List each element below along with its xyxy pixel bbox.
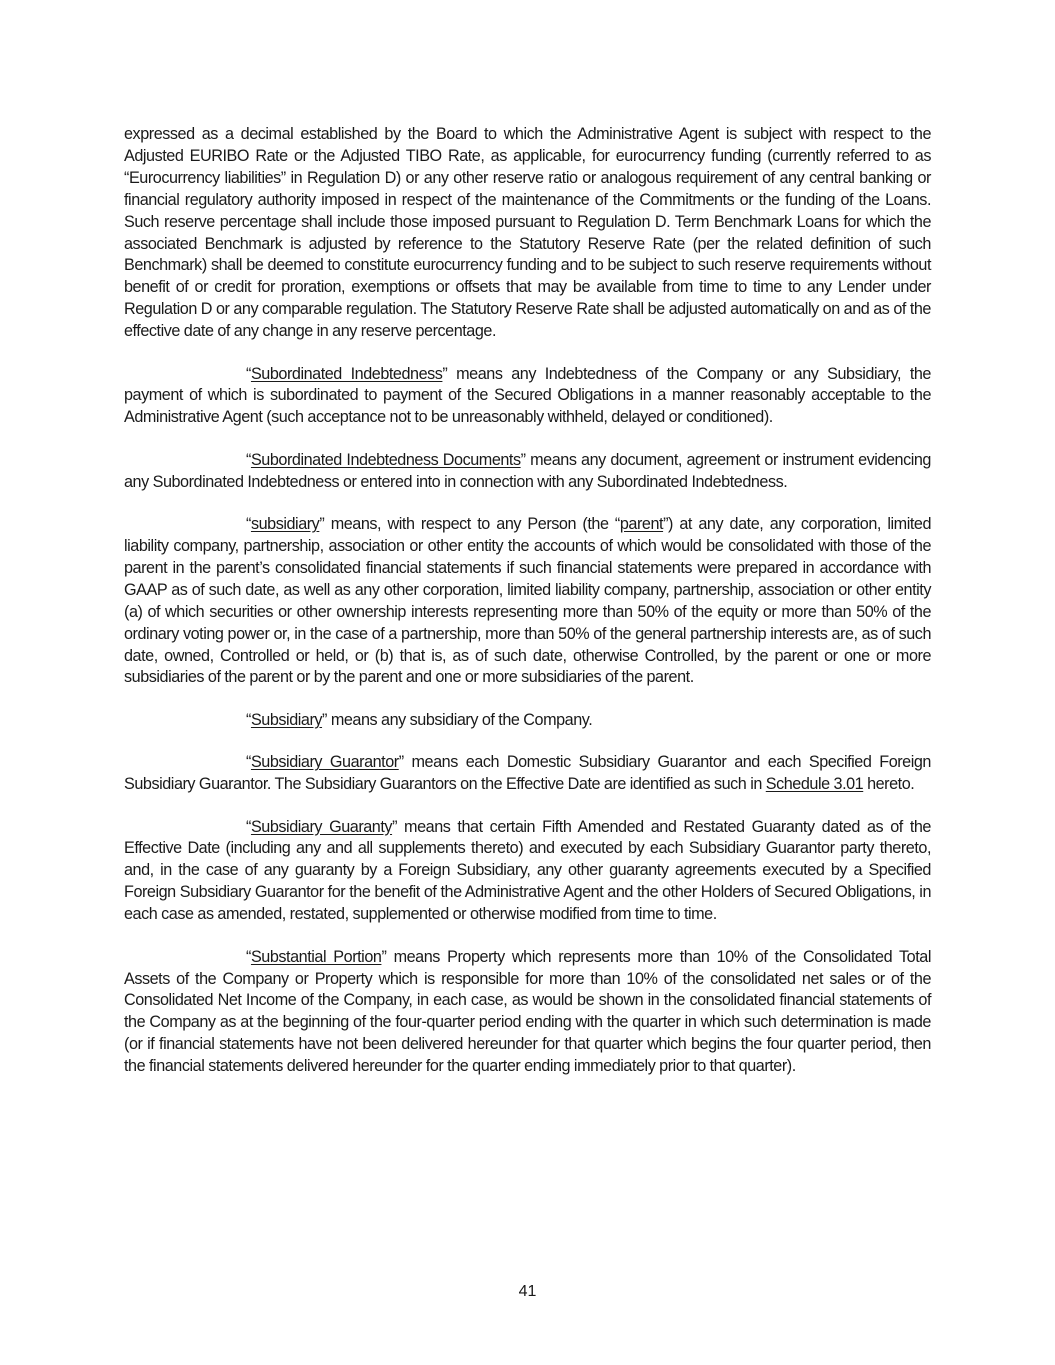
close-quote: ”	[520, 450, 526, 469]
open-quote: “	[246, 364, 251, 383]
page-number: 41	[518, 1283, 537, 1300]
defined-term: subsidiary	[250, 515, 320, 534]
close-quote: ”	[381, 947, 387, 966]
definition-body: means any subsidiary of the Company.	[327, 710, 593, 729]
definition-substantial-portion	[124, 947, 931, 1078]
document-page	[124, 124, 931, 1099]
close-quote: ”	[392, 817, 398, 836]
open-quote: “	[246, 947, 251, 966]
definition-body-continued: hereto.	[863, 775, 915, 794]
definition-body: means any document, agreement or instrument evidencing any Subordinated Indebtedness or entered into in connection with any Subordinated Indebtedness.	[124, 450, 931, 491]
paragraph-statutory-reserve-rate-continuation: expressed as a decimal established by the Board to which the Administrative Agent is subject with respect to the Adjusted EURIBO Rate or the Adjusted TIBO Rate, as applicable, for eurocurrency funding (currently referred to as “Eurocurrency liabilities” in Regulation D) or any other reserve ratio or analogous requirement of any central banking or financial regulatory authority imposed in respect of the maintenance of the Commitments or the funding of the Loans. Such reserve percentage shall include those imposed pursuant to Regulation D. Term Benchmark Loans for which the associated Benchmark is adjusted by reference to the Statutory Reserve Rate (per the related definition of such Benchmark) shall be deemed to constitute eurocurrency funding and to be subject to such reserve requirements without benefit of or credit for proration, exemptions or offsets that may be available from time to time to any Lender under Regulation D or any comparable regulation. The Statutory Reserve Rate shall be adjusted automatically on and as of the effective date of any change in any reserve percentage.	[124, 125, 931, 341]
definition-subsidiary-guaranty	[124, 817, 931, 927]
definition-subsidiary	[124, 710, 931, 732]
close-quote: ”	[442, 364, 448, 383]
definition-body: means Property which represents more than 10% of the Consolidated Total Assets of the Company or Property which is responsible for more than 10% of the consolidated net sales or of the Consolidated Net Income of the Company, in each case, as would be shown in the consolidated financial statements of the Company as at the beginning of the four-quarter period ending with the quarter in which such determination is made (or if financial statements have not been delivered hereunder for that quarter which begins the four quarter period, then the financial statements delivered hereunder for the quarter ending immediately prior to that quarter).	[124, 947, 931, 1076]
open-quote: “	[246, 753, 251, 772]
close-quote: ”	[319, 515, 325, 534]
defined-term: Subsidiary Guarantor	[250, 753, 399, 772]
defined-term: Substantial Portion	[250, 947, 382, 966]
defined-term: Subordinated Indebtedness Documents	[250, 450, 521, 469]
open-quote: “	[246, 450, 251, 469]
open-quote: “	[246, 817, 251, 836]
defined-term: Subsidiary Guaranty	[250, 817, 393, 836]
open-quote: “	[246, 710, 251, 729]
definition-subordinated-indebtedness	[124, 364, 931, 430]
defined-term-parent: parent	[619, 515, 664, 534]
definition-subordinated-indebtedness-documents	[124, 450, 931, 494]
definition-body-continued: ”) at any date, any corporation, limited liability company, partnership, association or other entity the accounts of which would be consolidated with those of the parent in the parent’s consolidated financial statements if such financial statements were prepared in accordance with GAAP as of such date, as well as any other corporation, limited liability company, partnership, association or other entity (a) of which securities or other ownership interests representing more than 50% of the equity or more than 50% of the ordinary voting power or, in the case of a partnership, more than 50% of the general partnership interests are, as of such date, owned, Controlled or held, or (b) that is, as of such date, otherwise Controlled, by the parent or one or more subsidiaries of the parent or by the parent and one or more subsidiaries of the parent.	[124, 515, 931, 687]
open-quote: “	[246, 515, 251, 534]
close-quote: ”	[322, 710, 327, 729]
definition-subsidiary-guarantor	[124, 752, 931, 796]
definition-body: means that certain Fifth Amended and Restated Guaranty dated as of the Effective Date (including any and all supplements thereto) and executed by each Subsidiary Guarantor party thereto, and, in the case of any guaranty by a Foreign Subsidiary, any other guaranty agreements executed by a Specified Foreign Subsidiary Guarantor for the benefit of the Administrative Agent and the other Holders of Secured Obligations, in each case as amended, restated, supplemented or otherwise modified from time to time.	[124, 817, 931, 924]
definition-body: means each Domestic Subsidiary Guarantor and each Specified Foreign Subsidiary Guarantor. The Subsidiary Guarantors on the Effective Date are identified as such in	[124, 753, 931, 794]
definition-body: means any Indebtedness of the Company or any Subsidiary, the payment of which is subordinated to payment of the Secured Obligations in a manner reasonably acceptable to the Administrative Agent (such acceptance not to be unreasonably withheld, delayed or conditioned).	[124, 364, 931, 427]
definition-subsidiary-lowercase	[124, 514, 931, 689]
schedule-reference: Schedule 3.01	[765, 775, 864, 794]
defined-term: Subordinated Indebtedness	[250, 364, 443, 383]
definition-body: means, with respect to any Person (the “	[324, 515, 620, 534]
defined-term: Subsidiary	[250, 710, 323, 729]
close-quote: ”	[398, 753, 404, 772]
